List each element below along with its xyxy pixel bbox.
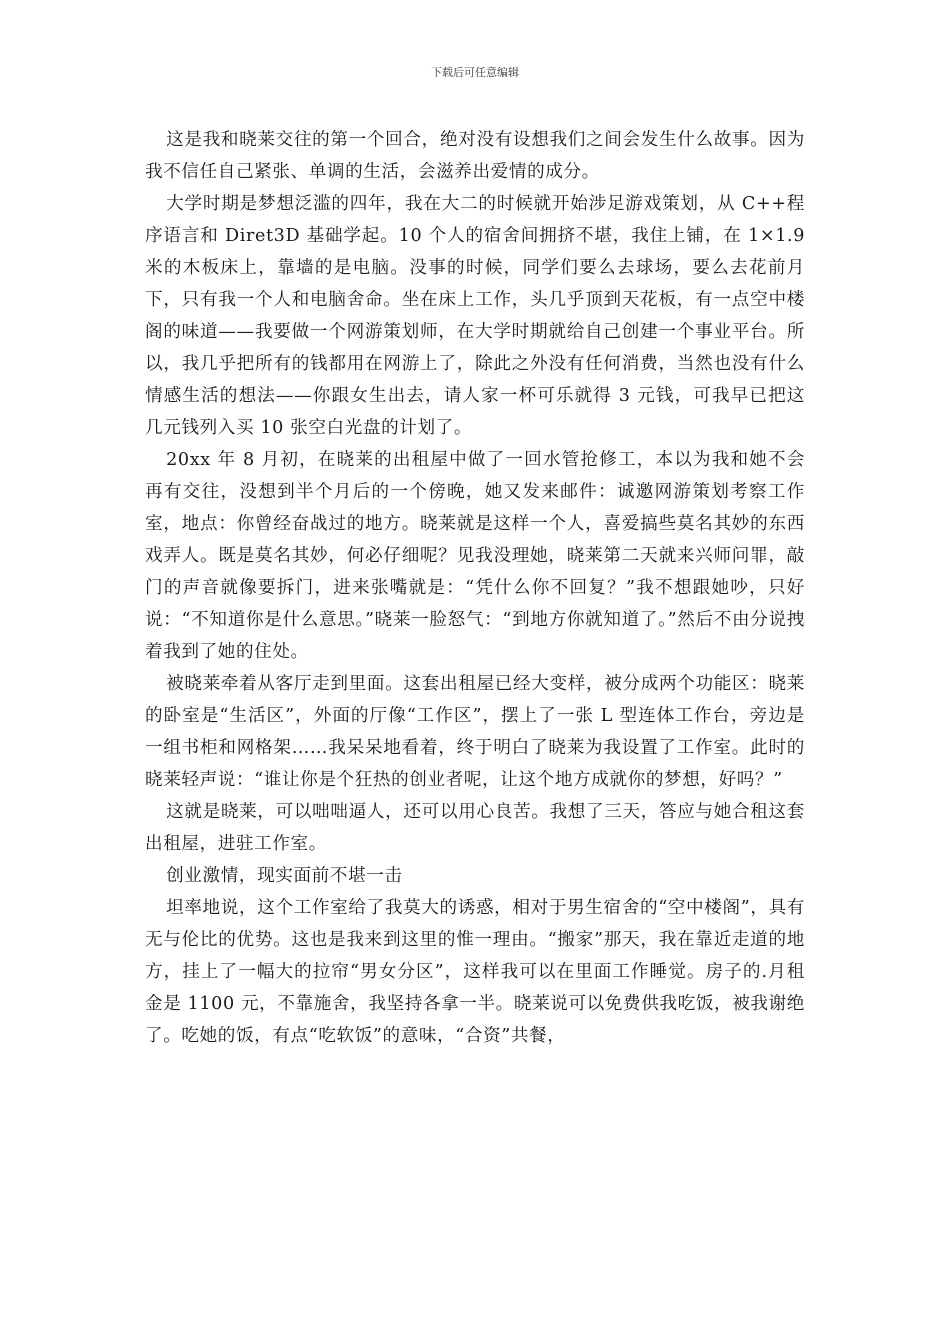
page-header: 下载后可任意编辑 [431,66,519,79]
section-heading: 创业激情，现实面前不堪一击 [166,866,403,886]
paragraph-3: 20xx 年 8 月初，在晓莱的出租屋中做了一回水管抢修工，本以为我和她不会再有交往，没想到半个月后的一个傍晚，她又发来邮件：诚邀网游策划考察工作室，地点：你曾经奋战过的地方。晓莱就是这样一个人，喜爱搞些莫名其妙的东西戏弄人。既是莫名其妙，何必仔细呢？见我没理她，晓莱第二天就来兴师问罪，敲门的声音就像要拆门，进来张嘴就是：“凭什么你不回复？”我不想跟她吵，只好说：“不知道你是什么意思。”晓莱一脸怒气：“到地方你就知道了。”然后不由分说拽着我到了她的住处。 [145,450,806,662]
paragraph-2: 大学时期是梦想泛滥的四年，我在大二的时候就开始涉足游戏策划，从 C++程序语言和 Diret3D 基础学起。10 个人的宿舍间拥挤不堪，我住上铺，在 1×1.9 米的木板床上，靠墙的是电脑。没事的时候，同学们要么去球场，要么去花前月下，只有我一个人和电脑舍命。坐在床上工作，头几乎顶到天花板，有一点空中楼阁的味道——我要做一个网游策划师，在大学时期就给自己创建一个事业平台。所以，我几乎把所有的钱都用在网游上了，除此之外没有任何消费，当然也没有什么情感生活的想法——你跟女生出去，请人家一杯可乐就得 3 元钱，可我早已把这几元钱列入买 10 张空白光盘的计划了。 [145,194,805,438]
paragraph-1: 这是我和晓莱交往的第一个回合，绝对没有设想我们之间会发生什么故事。因为我不信任自己紧张、单调的生活，会滋养出爱情的成分。 [145,130,805,182]
paragraph-5: 这就是晓莱，可以咄咄逼人，还可以用心良苦。我想了三天，答应与她合租这套出租屋，进驻工作室。 [145,802,805,854]
paragraph-6: 坦率地说，这个工作室给了我莫大的诱惑，相对于男生宿舍的“空中楼阁”，具有无与伦比的优势。这也是我来到这里的惟一理由。“搬家”那天，我在靠近走道的地方，挂上了一幅大的拉帘“男女分区”，这样我可以在里面工作睡觉。房子的.月租金是 1100 元，不靠施舍，我坚持各拿一半。晓莱说可以免费供我吃饭，被我谢绝了。吃她的饭，有点“吃软饭”的意味，“合资”共餐， [145,898,805,1046]
paragraph-4: 被晓莱牵着从客厅走到里面。这套出租屋已经大变样，被分成两个功能区：晓莱的卧室是“生活区”，外面的厅像“工作区”，摆上了一张 L 型连体工作台，旁边是一组书柜和网格架……我呆呆地看着，终于明白了晓莱为我设置了工作室。此时的晓莱轻声说：“谁让你是个狂热的创业者呢，让这个地方成就你的梦想，好吗？” [145,674,805,790]
document-body [145,124,805,1052]
